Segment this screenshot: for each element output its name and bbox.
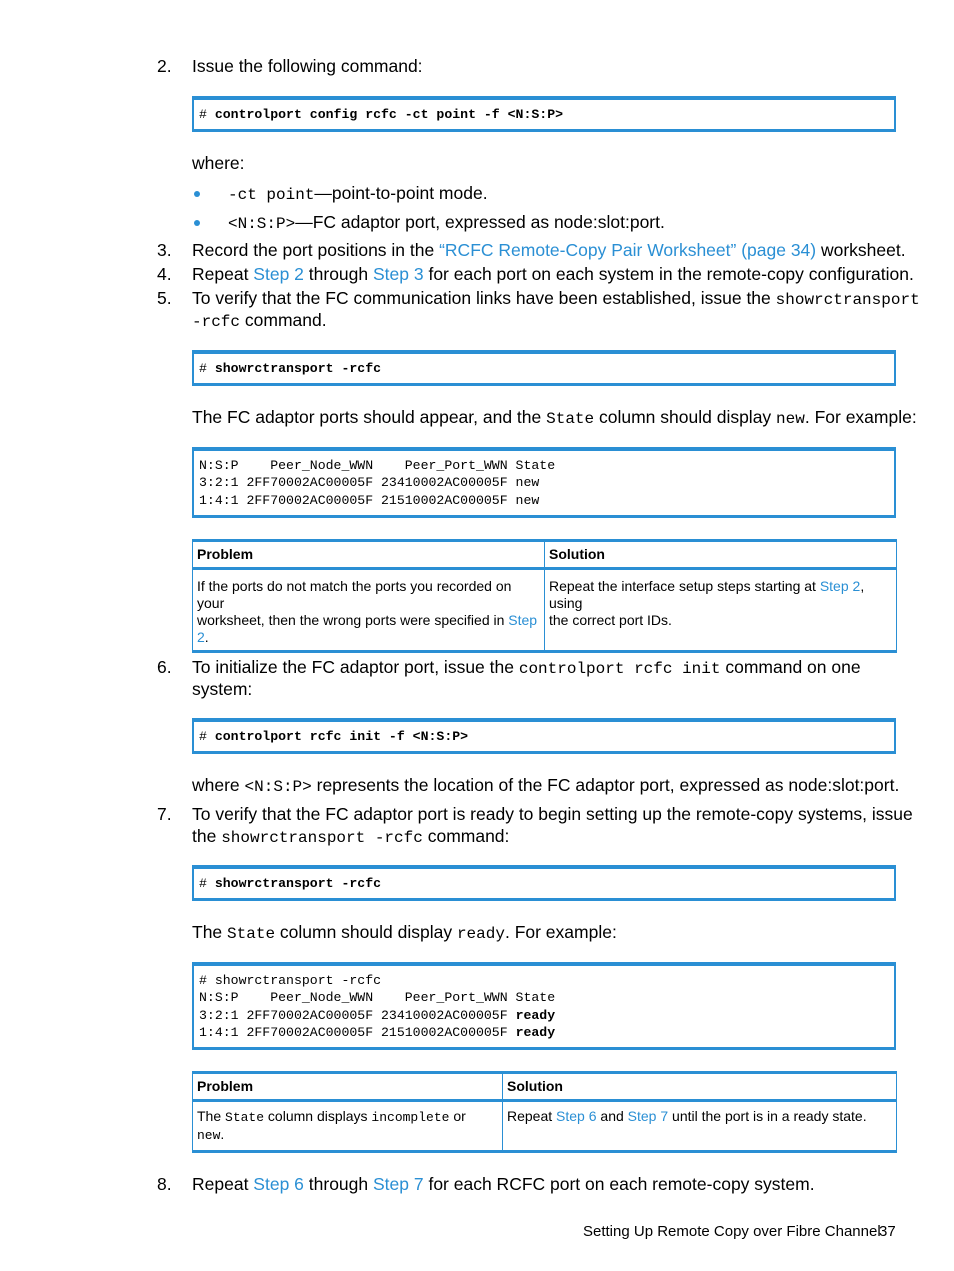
output-block	[192, 447, 896, 518]
step-number: 4.	[157, 264, 172, 284]
step-text	[192, 239, 906, 261]
output-line: 3:2:1 2FF70002AC00005F 23410002AC00005F	[199, 1007, 516, 1023]
code-block	[192, 350, 896, 386]
problem-cell	[193, 1101, 503, 1152]
inline-code: -rcfc	[192, 313, 241, 331]
text: If the ports do not match the ports you recorded on your	[197, 578, 512, 611]
bullet-icon	[194, 220, 200, 226]
text: To verify that the FC communication links have been established, issue the	[192, 288, 776, 308]
paragraph	[192, 406, 917, 430]
step-number: 3.	[157, 240, 172, 260]
step-number: 8.	[157, 1174, 172, 1194]
text: column should display	[594, 407, 777, 427]
code-command: controlport config rcfc -ct point -f <N:S:P>	[214, 107, 564, 122]
column-header-problem: Problem	[193, 541, 545, 569]
text: until the port is in a ready state.	[668, 1108, 867, 1124]
column-header-problem: Problem	[193, 1073, 503, 1101]
text: column should display	[275, 922, 457, 942]
bullet-item	[228, 211, 665, 235]
inline-code: showrctransport	[775, 291, 920, 309]
text: , using	[549, 578, 865, 611]
step-text	[192, 309, 327, 333]
inline-code: controlport rcfc init	[518, 660, 721, 678]
footer-title: Setting Up Remote Copy over Fibre Channel	[583, 1223, 881, 1240]
step-number: 6.	[157, 657, 172, 677]
state-value: ready	[515, 1007, 556, 1023]
code-command: controlport rcfc init -f <N:S:P>	[214, 729, 469, 744]
inline-code: ready	[456, 925, 505, 943]
solution-cell	[545, 569, 897, 652]
text: Record the port positions in the	[192, 240, 440, 260]
where-label: where:	[192, 153, 245, 173]
step-link[interactable]: Step 2	[819, 578, 861, 594]
code-block	[192, 96, 896, 132]
text: . For example:	[804, 407, 917, 427]
text: The FC adaptor ports should appear, and the	[192, 407, 547, 427]
text: the correct port IDs.	[549, 612, 672, 628]
text: Repeat	[192, 1174, 254, 1194]
output-block	[192, 962, 896, 1050]
text: . For example:	[504, 922, 617, 942]
problem-solution-table	[192, 1071, 897, 1153]
worksheet-link[interactable]: “RCFC Remote-Copy Pair Worksheet” (page 34)	[439, 240, 817, 260]
code-prompt: #	[199, 107, 215, 122]
problem-solution-table	[192, 539, 897, 653]
text: command:	[422, 826, 510, 846]
step-link[interactable]: Step 2	[253, 264, 304, 284]
text: where	[192, 775, 245, 795]
solution-cell	[503, 1101, 897, 1152]
step-text	[192, 825, 509, 849]
bullet-text: —FC adaptor port, expressed as node:slot:port.	[295, 212, 665, 232]
step-text: system:	[192, 679, 253, 699]
step-link[interactable]: Step 7	[627, 1108, 669, 1124]
column-header-solution: Solution	[545, 541, 897, 569]
text: The	[197, 1108, 226, 1124]
text: through	[303, 1174, 373, 1194]
code-block	[192, 865, 896, 901]
text: To initialize the FC adaptor port, issue the	[192, 657, 519, 677]
text: and	[596, 1108, 628, 1124]
step-number: 2.	[157, 56, 172, 76]
step-link[interactable]: Step 6	[253, 1174, 304, 1194]
step-link[interactable]: Step	[508, 612, 538, 628]
inline-code: -ct point	[228, 186, 315, 204]
step-link[interactable]: Step 7	[372, 1174, 424, 1194]
code-command: showrctransport -rcfc	[214, 361, 382, 376]
text: the	[192, 826, 222, 846]
text: Repeat	[507, 1108, 557, 1124]
inline-code: State	[225, 1110, 265, 1125]
text: worksheet.	[816, 240, 906, 260]
text: The	[192, 922, 228, 942]
step-text: Issue the following command:	[192, 56, 423, 76]
text: .	[220, 1126, 225, 1142]
step-text	[192, 263, 914, 285]
code-prompt: #	[199, 361, 215, 376]
step-link[interactable]: Step 6	[556, 1108, 597, 1124]
code-prompt: #	[199, 729, 215, 744]
text: represents the location of the FC adaptor port, expressed as node:slot:port.	[311, 775, 900, 795]
column-header-solution: Solution	[503, 1073, 897, 1101]
text: Repeat	[192, 264, 254, 284]
output-line: N:S:P Peer_Node_WWN Peer_Port_WWN State	[199, 990, 556, 1006]
page-number: 37	[879, 1223, 896, 1240]
inline-code: new	[197, 1128, 221, 1143]
step-link[interactable]: 2	[197, 629, 205, 645]
paragraph	[192, 921, 617, 945]
inline-code: State	[546, 410, 595, 428]
output-line: 1:4:1 2FF70002AC00005F 21510002AC00005F	[199, 1024, 516, 1040]
step-number: 5.	[157, 288, 172, 308]
step-text	[192, 1173, 815, 1195]
bullet-text: —point-to-point mode.	[314, 183, 488, 203]
text: for each port on each system in the remote-copy configuration.	[423, 264, 914, 284]
step-text	[192, 287, 920, 311]
step-link[interactable]: Step 3	[372, 264, 424, 284]
text: worksheet, then the wrong ports were specified in	[197, 612, 509, 628]
text: command.	[240, 310, 327, 330]
problem-cell	[193, 569, 545, 652]
text: command on one	[720, 657, 861, 677]
text: column displays	[264, 1108, 372, 1124]
inline-code: incomplete	[371, 1110, 450, 1125]
inline-code: showrctransport -rcfc	[221, 829, 423, 847]
code-command: showrctransport -rcfc	[214, 876, 382, 891]
state-value: ready	[515, 1024, 556, 1040]
paragraph	[192, 774, 899, 798]
output-line: # showrctransport -rcfc	[199, 973, 382, 988]
bullet-item	[228, 182, 488, 206]
inline-code: <N:S:P>	[244, 778, 312, 796]
code-prompt: #	[199, 876, 215, 891]
step-number: 7.	[157, 804, 172, 824]
output-line: N:S:P Peer_Node_WWN Peer_Port_WWN State	[199, 458, 556, 473]
text: .	[204, 629, 209, 645]
inline-code: State	[227, 925, 276, 943]
text: or	[449, 1108, 466, 1124]
code-block	[192, 718, 896, 754]
text: for each RCFC port on each remote-copy system.	[423, 1174, 815, 1194]
output-line: 3:2:1 2FF70002AC00005F 23410002AC00005F new	[199, 475, 540, 491]
step-text: To verify that the FC adaptor port is ready to begin setting up the remote-copy systems, issue	[192, 804, 913, 824]
output-line: 1:4:1 2FF70002AC00005F 21510002AC00005F new	[199, 492, 540, 508]
inline-code: new	[776, 410, 805, 428]
bullet-icon	[194, 191, 200, 197]
inline-code: <N:S:P>	[228, 215, 296, 233]
text: Repeat the interface setup steps starting at	[549, 578, 820, 594]
text: through	[303, 264, 373, 284]
step-text	[192, 656, 861, 680]
